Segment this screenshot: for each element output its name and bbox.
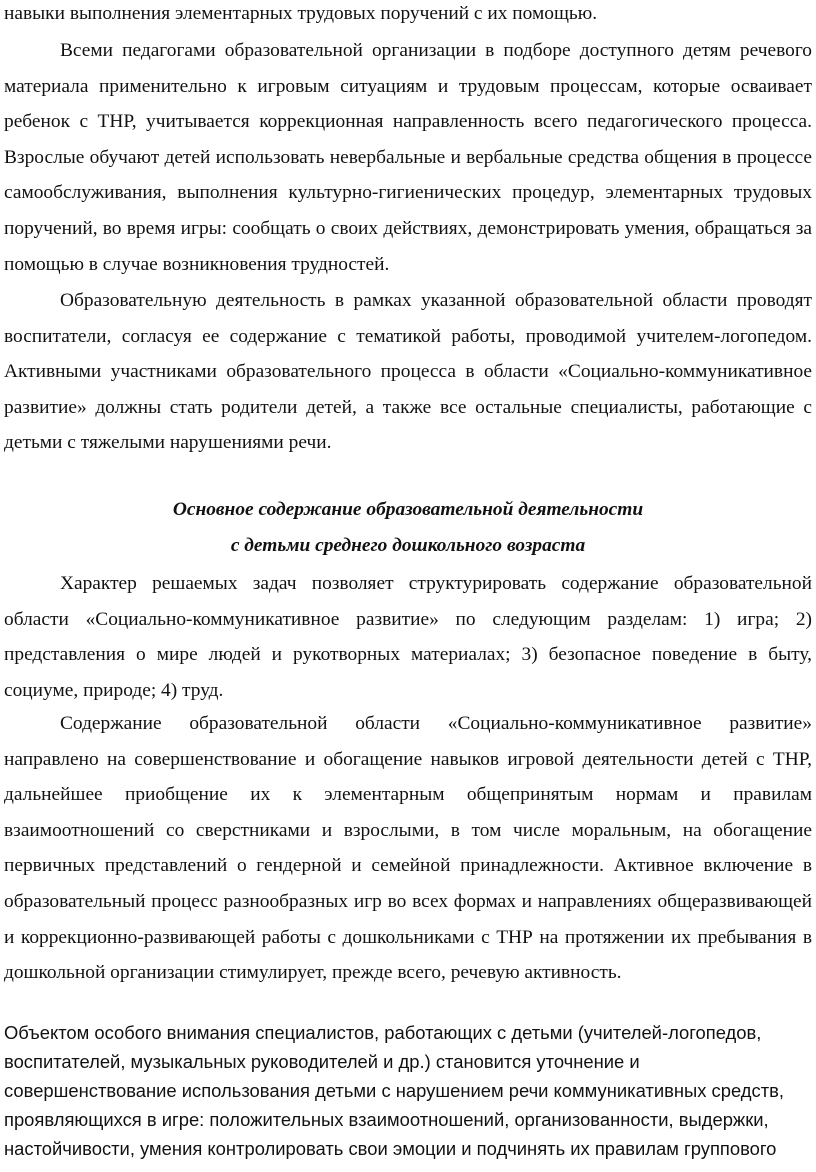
paragraph-educational-activity: Образовательную деятельность в рамках указанной образовательной области проводят воспитатели, согласуя ее содержание с тематикой работы, проводимой учителем-логопедом. Активными участниками образовательного процесса в области «Социально-коммуникативное развитие» должны стать родители детей, а также все остальные специалисты, работающие с детьми с тяжелыми нарушениями речи.: [4, 290, 812, 454]
section-heading-line2: с детьми среднего дошкольного возраста: [230, 535, 586, 556]
paragraph-pedagogues: Всеми педагогами образовательной организации в подборе доступного детям речевого материала применительно к игровым ситуациям и трудовым процессам, которые осваивает ребенок с ТНР, учитывается коррекционная направленность всего педагогического процесса. Взрослые обучают детей использовать невербальные и вербальные средства общения в процессе самообслуживания, выполнения культурно-гигиенических процедур, элементарных трудовых поручений, во время игры: сообщать о своих действиях, демонстрировать умения, обращаться за помощью в случае возникновения трудностей.: [4, 40, 812, 275]
paragraph-task-structure: Характер решаемых задач позволяет структурировать содержание образовательной области «Социально-коммуникативное развитие» по следующим разделам: 1) игра; 2) представления о мире людей и рукотворных материалах; 3) безопасное поведение в быту, социуме, природе; 4) труд.: [4, 573, 812, 701]
paragraph-content-direction: Содержание образовательной области «Социально-коммуникативное развитие» направлено на совершенствование и обогащение навыков игровой деятельности детей с ТНР, дальнейшее приобщение их к элементарным общепринятым нормам и правилам взаимоотношений со сверстниками и взрослыми, в том числе моральным, на обогащение первичных представлений о гендерной и семейной принадлежности. Активное включение в образовательный процесс разнообразных игр во всех формах и направлениях общеразвивающей и коррекционно-развивающей работы с дошкольниками с ТНР на протяжении их пребывания в дошкольной организации стимулирует, прежде всего, речевую активность.: [4, 713, 812, 984]
paragraph-special-attention: Объектом особого внимания специалистов, работающих с детьми (учителей-логопедов, воспитателей, музыкальных руководителей и др.) становится уточнение и совершенствование использования детьми с нарушением речи коммуникативных средств, проявляющихся в игре: положительных взаимоотношений, организованности, выдержки, настойчивости, умения контролировать свои эмоции и подчинять их правилам группового: [4, 1022, 785, 1159]
section-heading-line1: Основное содержание образовательной деятельности: [172, 499, 644, 520]
paragraph-continuation: навыки выполнения элементарных трудовых поручений с их помощью.: [4, 3, 598, 24]
